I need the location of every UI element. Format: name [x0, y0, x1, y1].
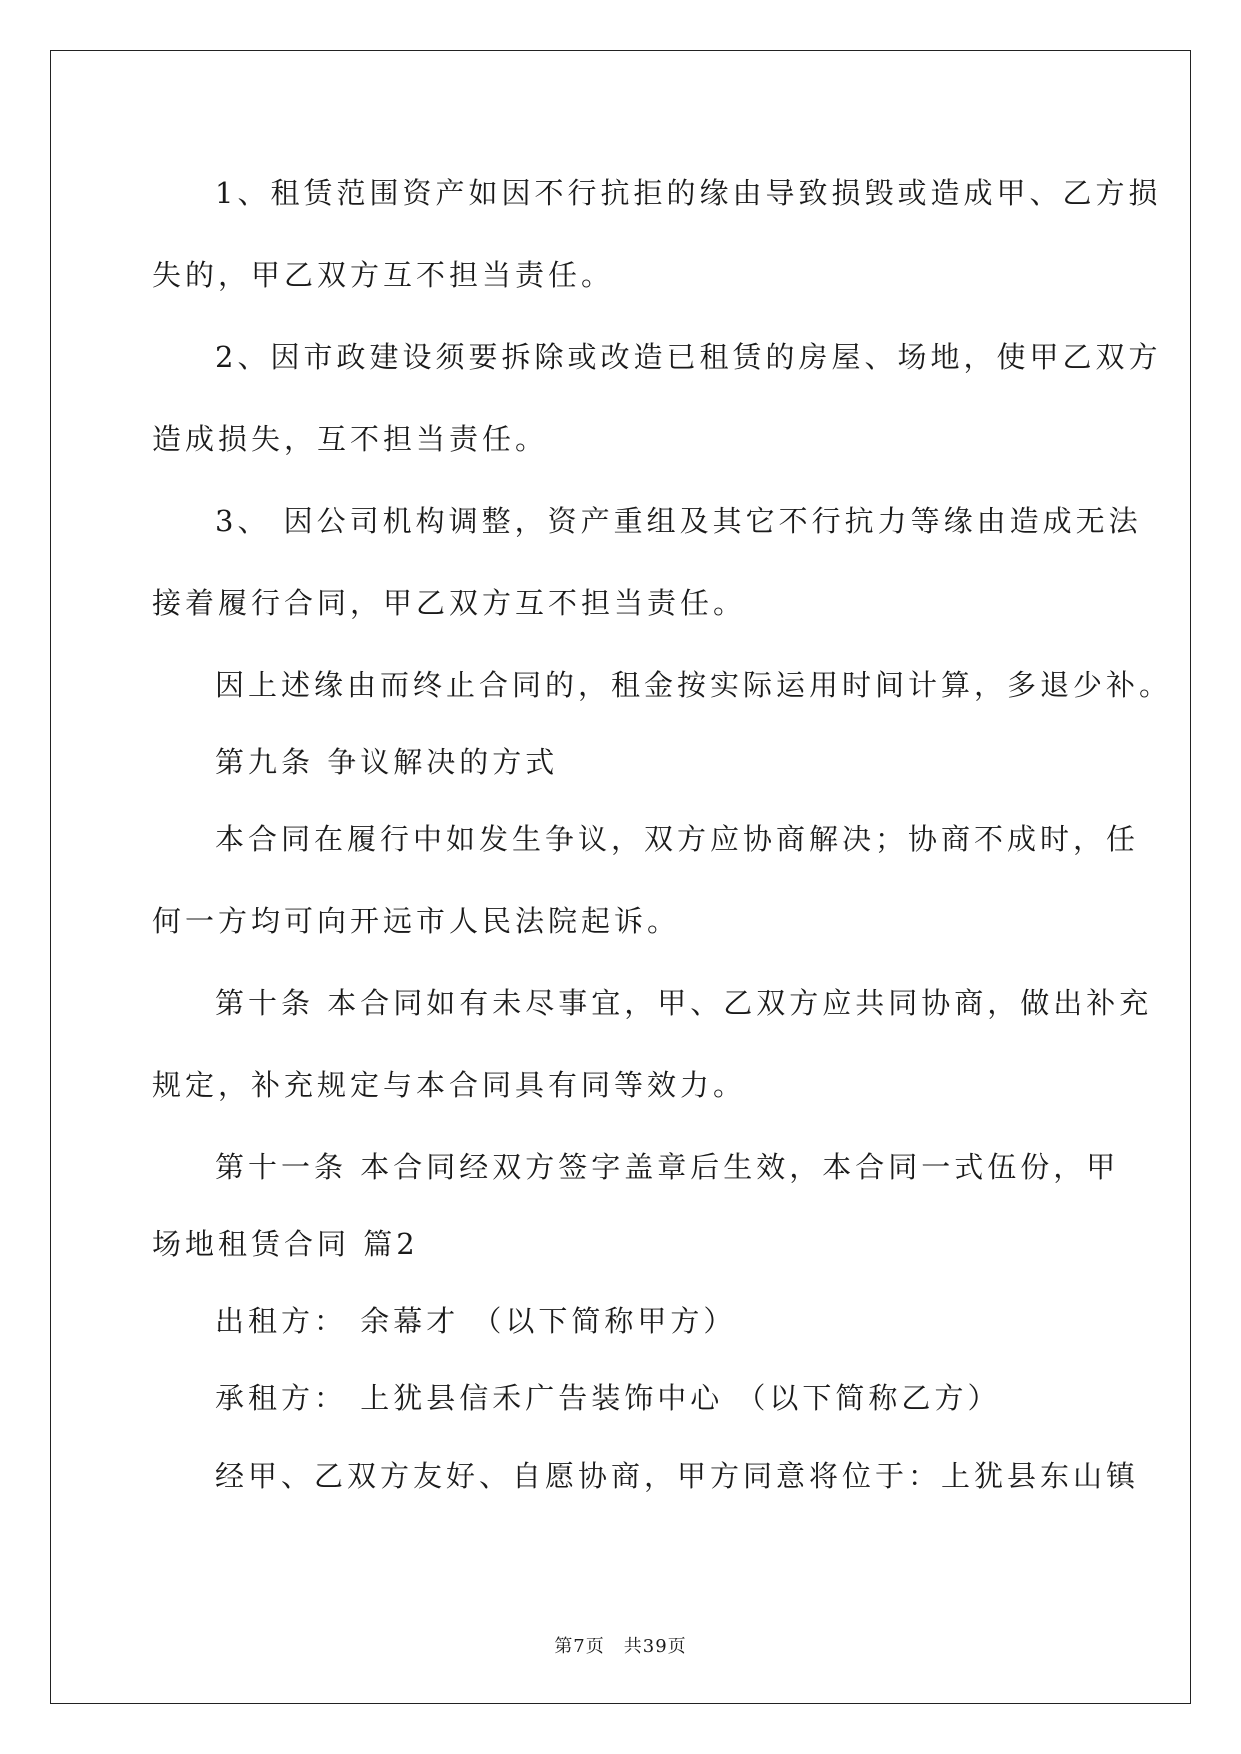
text-line: 造成损失，互不担当责任。 — [152, 422, 549, 456]
text-line: 1、租赁范围资产如因不行抗拒的缘由导致损毁或造成甲、乙方损 — [215, 176, 1162, 210]
text-line: 经甲、乙双方友好、自愿协商，甲方同意将位于：上犹县东山镇 — [215, 1459, 1140, 1493]
document-title: 场地租赁合同 篇2 — [152, 1227, 419, 1261]
text-line: 规定，补充规定与本合同具有同等效力。 — [152, 1068, 747, 1102]
lessor-line: 出租方： 余幕才 （以下简称甲方） — [215, 1304, 737, 1338]
text-line: 因上述缘由而终止合同的，租金按实际运用时间计算，多退少补。 — [215, 668, 1173, 702]
section-heading: 第九条 争议解决的方式 — [215, 745, 559, 779]
text-line: 第十一条 本合同经双方签字盖章后生效，本合同一式伍份，甲 — [215, 1150, 1120, 1184]
text-line: 何一方均可向开远市人民法院起诉。 — [152, 904, 681, 938]
text-line: 3、 因公司机构调整，资产重组及其它不行抗力等缘由造成无法 — [215, 504, 1142, 538]
page-number: 第7页 共39页 — [554, 1636, 687, 1657]
text-line: 接着履行合同，甲乙双方互不担当责任。 — [152, 586, 747, 620]
text-line: 第十条 本合同如有未尽事宜，甲、乙双方应共同协商，做出补充 — [215, 986, 1153, 1020]
text-line: 本合同在履行中如发生争议，双方应协商解决；协商不成时，任 — [215, 822, 1140, 856]
text-line: 2、因市政建设须要拆除或改造已租赁的房屋、场地，使甲乙双方 — [215, 340, 1162, 374]
text-line: 失的，甲乙双方互不担当责任。 — [152, 258, 615, 292]
lessee-line: 承租方： 上犹县信禾广告装饰中心 （以下简称乙方） — [215, 1381, 1001, 1415]
